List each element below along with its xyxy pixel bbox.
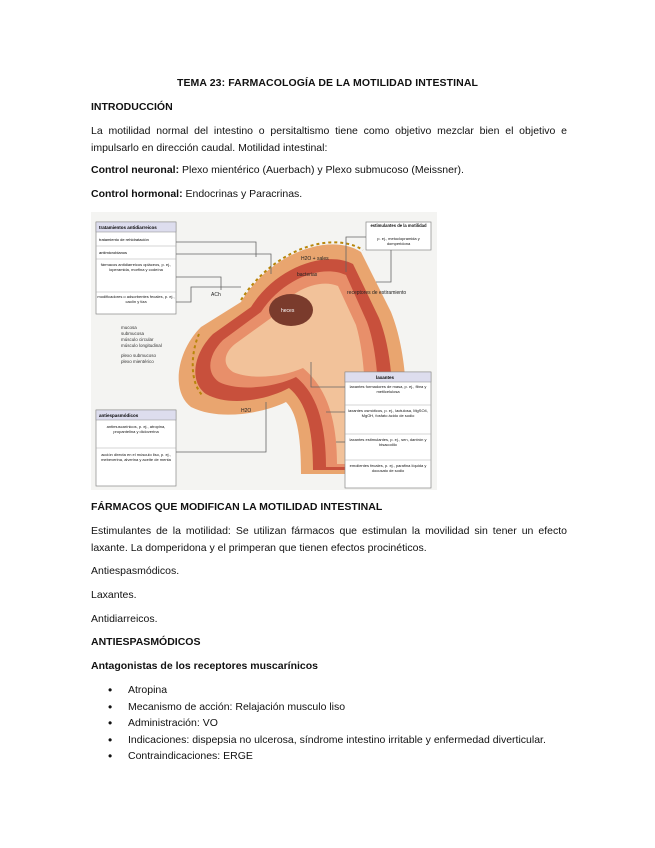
ach-label: ACh	[211, 292, 221, 298]
neural-control-text: Plexo mientérico (Auerbach) y Plexo submucoso (Meissner).	[179, 164, 464, 176]
antispasmodics-item: antimuscarínicos, p. ej., atropina, propantelina y dicloverina	[106, 424, 166, 434]
stretch-receptors-label: receptores de estiramiento	[347, 290, 407, 296]
laxatives-item: laxantes estimulantes, p. ej., sen, dantrón y bisacodilo	[349, 437, 427, 447]
page-title: TEMA 23: FARMACOLOGÍA DE LA MOTILIDAD INTESTINAL	[176, 77, 479, 89]
antidiarrheal-item: antimicrobianos	[99, 250, 128, 255]
hormonal-control-label: Control hormonal:	[91, 188, 183, 200]
layer-label: músculo longitudinal	[121, 343, 162, 348]
list-item: • Administración: VO	[108, 717, 546, 734]
h2o-label: H2O	[241, 408, 252, 414]
bacteria-label: bacterias	[297, 272, 318, 278]
laxatives-item: emolientes fecales, p. ej., parafina líquida y docusato de sodio	[349, 463, 427, 473]
list-item: • Atropina	[108, 684, 546, 701]
section3-heading: ANTIESPASMÓDICOS	[91, 636, 201, 648]
intro-paragraph: La motilidad normal del intestino o persitaltismo tiene como objetivo mezclar bien el objetivo e impulsarlo en dirección caudal. Motilidad intestinal:	[91, 125, 567, 154]
antidiarrheal-item: fármacos antidiarreicos opiáceos, p. ej., loperamida, morfina y codeína	[100, 262, 172, 272]
antispasmodics-item: acción directa en el músculo liso, p. ej., mebeverina, alverina y aceite de menta	[101, 452, 171, 462]
list-item: • Contraindicaciones: ERGE	[108, 750, 546, 767]
list-item: • Mecanismo de acción: Relajación musculo liso	[108, 701, 546, 718]
layer-label: mucosa	[121, 325, 137, 330]
feces-label: heces	[281, 308, 295, 314]
section2-heading: FÁRMACOS QUE MODIFICAN LA MOTILIDAD INTESTINAL	[91, 501, 383, 513]
antispasmodics-box	[96, 410, 176, 486]
layer-label: submucosa	[121, 331, 145, 336]
stimulants-box	[366, 222, 431, 250]
section2-item: Antiespasmódicos.	[91, 565, 180, 577]
laxatives-item: laxantes osmóticos, p. ej., lactulosa, MgSO4, MgOH, fosfato ácido de sodio	[348, 408, 428, 418]
hormonal-control-line	[91, 188, 302, 200]
stimulants-item: p. ej., metoclopramida y domperidona	[377, 236, 420, 246]
layer-label: músculo circular	[121, 337, 154, 342]
stimulants-title: estimulantes de la motilidad	[370, 223, 427, 228]
layer-label: plexo submucoso	[121, 353, 157, 358]
laxatives-title: laxantes	[376, 375, 395, 380]
list-item: • Indicaciones: dispepsia no ulcerosa, síndrome intestino irritable y enfermedad diverticular.	[108, 734, 546, 751]
neural-control-label: Control neuronal:	[91, 164, 180, 176]
intro-heading: INTRODUCCIÓN	[91, 101, 173, 113]
antidiarrheal-box	[96, 222, 176, 314]
laxatives-box	[345, 372, 431, 488]
neural-control-line	[91, 164, 464, 176]
antidiarrheal-item: tratamiento de rehidratación	[99, 237, 149, 242]
layer-label: plexo mientérico	[121, 359, 154, 364]
bullet-list	[108, 684, 546, 767]
antidiarrheal-title: tratamientos antidiarreicos	[99, 225, 157, 230]
antidiarrheal-item: modificadores o adsorbentes fecales, p. ej., caolín y tiza	[97, 294, 175, 304]
hormonal-control-text: Endocrinas y Paracrinas.	[182, 188, 303, 200]
intestinal-motility-figure	[91, 212, 437, 490]
h2o-salts-label: H2O + sales	[301, 256, 329, 262]
section2-item: Antidiarreicos.	[91, 613, 158, 625]
antispasmodics-title: antiespasmódicos	[99, 413, 139, 418]
section3-subheading: Antagonistas de los receptores muscarínicos	[91, 660, 318, 672]
section2-paragraph: Estimulantes de la motilidad: Se utilizan fármacos que estimulan la movilidad sin tener un efecto laxante. La domperidona y el primperan que tienen efectos procinéticos.	[91, 525, 567, 554]
section2-item: Laxantes.	[91, 589, 137, 601]
laxatives-item: laxantes formadores de masa, p. ej., fibra y metilcelulosa	[349, 384, 427, 394]
